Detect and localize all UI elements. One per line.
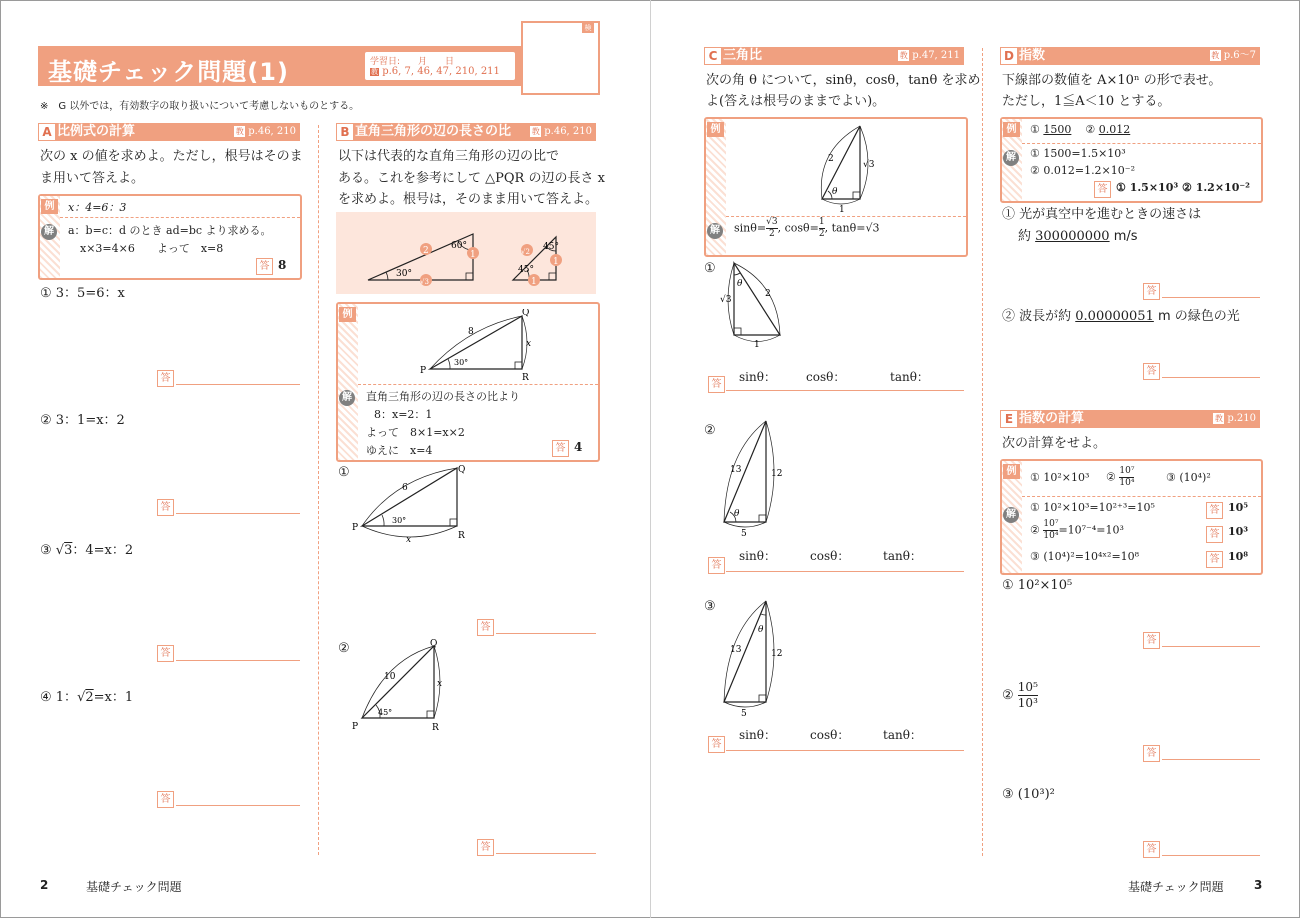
svg-text:x: x (526, 339, 532, 349)
section-b-solution-1: 直角三角形の辺の長さの比より (366, 390, 520, 403)
example-label: 例 (41, 199, 58, 214)
section-c-q2-num: ② (704, 423, 716, 438)
answer-mark: 答 (157, 499, 174, 516)
section-c-q3-sin: sinθ： (739, 728, 776, 742)
section-c-prompt-1: 次の角 θ について，sinθ，cosθ，tanθ を求め (706, 73, 981, 88)
svg-text:x: x (406, 535, 412, 544)
example-separator (358, 384, 598, 385)
answer-line[interactable] (1162, 759, 1260, 760)
section-e-ref: p.210 (1227, 413, 1256, 424)
svg-text:1: 1 (839, 205, 845, 213)
answer-line[interactable] (1162, 297, 1260, 298)
section-a-q3: ③ √3：4=x：2 (40, 543, 134, 558)
svg-text:30°: 30° (454, 358, 469, 367)
section-b-q2-num: ② (338, 641, 350, 656)
solution-label: 解 (1003, 150, 1019, 166)
answer-line[interactable] (1162, 377, 1260, 378)
svg-text:θ: θ (737, 279, 743, 289)
section-c-title: 三角比 (723, 48, 763, 63)
section-e-example-p2: ② $\frac{\text{10⁷}}{\text{10⁴}}$ (1106, 466, 1135, 488)
answer-mark: 答 (1143, 745, 1160, 762)
svg-text:R: R (432, 723, 439, 733)
example-hatch (338, 304, 358, 460)
answer-mark: 答 (1143, 841, 1160, 858)
fig-angle-60: 60° (451, 241, 467, 251)
section-a-ref-tag: 教 (235, 127, 244, 136)
section-c-header (704, 47, 964, 65)
section-e-ref-tag: 教 (1214, 414, 1223, 423)
answer-line[interactable] (496, 633, 596, 634)
section-e-example-p3: ③ (10⁴)² (1166, 471, 1211, 484)
section-d-q1-line-1: ① 光が真空中を進むときの速さは (1002, 207, 1202, 222)
section-b-header (336, 123, 596, 141)
svg-text:13: 13 (730, 465, 742, 475)
section-a-solution-1: a：b=c：d のとき ad=bc より求める。 (68, 224, 272, 237)
section-d-ref-tag: 教 (1211, 51, 1220, 60)
svg-text:√3: √3 (863, 160, 875, 170)
section-a-solution-2: x×3=4×6 よって x=8 (80, 242, 224, 255)
section-b-solution-2: 8：x=2：1 (374, 408, 433, 421)
svg-text:P: P (352, 523, 359, 533)
answer-mark: 答 (1143, 283, 1160, 300)
answer-mark: 答 (157, 370, 174, 387)
solution-label: 解 (707, 223, 723, 239)
solution-label: 解 (1003, 507, 1019, 523)
section-a-q2: ② 3：1=x：2 (40, 413, 125, 428)
fig-label-1b: 1 (553, 257, 559, 267)
section-a-q4: ④ 1：√2=x：1 (40, 690, 134, 705)
answer-mark: 答 (1206, 551, 1223, 568)
section-c-ref-tag: 教 (899, 51, 908, 60)
section-c-q3-tan: tanθ： (883, 728, 922, 742)
section-a-example-box (38, 194, 302, 280)
section-d-header (1000, 47, 1260, 65)
section-b-example-answer: 4 (574, 440, 583, 454)
section-e-solution-3: ③ (10⁴)²=10⁴ˣ²=10⁸ (1030, 550, 1140, 563)
section-b-ref: p.46, 210 (544, 126, 592, 137)
page-title: 基礎チェック問題(1) (48, 58, 289, 86)
study-pages-text: p.6, 7, 46, 47, 210, 211 (382, 66, 500, 77)
study-ref-tag: 教 (371, 68, 378, 76)
section-c-example-box (704, 117, 968, 257)
answer-mark: 答 (1143, 363, 1160, 380)
section-c-letter: C (705, 48, 721, 64)
example-separator (1022, 143, 1261, 144)
svg-text:x: x (437, 679, 443, 689)
section-c-q3-triangle (716, 596, 796, 720)
section-a-example-problem: x：4=6：3 (68, 201, 127, 214)
section-a-title: 比例式の計算 (57, 124, 136, 139)
example-label: 例 (707, 122, 724, 137)
answer-mark: 答 (477, 619, 494, 636)
section-e-solution-2-answer: 10³ (1228, 525, 1249, 538)
answer-line[interactable] (176, 384, 300, 385)
section-b-prompt-1: 以下は代表的な直角三角形の辺の比で (338, 149, 560, 164)
section-d-example-answer-1: ① 1.5×10³ (1116, 181, 1179, 194)
svg-text:12: 12 (771, 469, 783, 479)
section-b-solution-3: よって 8×1=x×2 (366, 426, 465, 439)
section-d-solution-1: ① 1500=1.5×10³ (1030, 147, 1126, 160)
section-d-q1-line-2: 約 300000000 m/s (1018, 229, 1138, 244)
answer-line[interactable] (726, 390, 964, 391)
svg-text:θ: θ (758, 625, 764, 635)
svg-text:√3: √3 (720, 295, 732, 305)
section-a-letter: A (39, 124, 55, 140)
section-e-solution-2: ② $\frac{\text{10⁷}}{\text{10⁴}}$ =10⁷⁻⁴=10³ (1030, 519, 1124, 541)
section-b-q1-triangle (350, 460, 480, 544)
example-label: 例 (339, 307, 356, 322)
section-e-example-p1: ① 10²×10³ (1030, 471, 1090, 484)
note-text: ※ G 以外では，有効数字の取り扱いについて考慮しないものとする。 (40, 101, 360, 112)
section-d-prompt-2: ただし，1≦A＜10 とする。 (1002, 94, 1171, 109)
section-e-solution-1: ① 10²×10³=10²⁺³=10⁵ (1030, 501, 1155, 514)
answer-line[interactable] (176, 660, 300, 661)
answer-mark: 答 (157, 791, 174, 808)
answer-mark: 答 (157, 645, 174, 662)
fig-label-root3: √3 (420, 278, 429, 286)
solution-label: 解 (339, 390, 355, 406)
answer-mark: 答 (1206, 526, 1223, 543)
footer-page-number-left: 2 (40, 878, 49, 892)
section-e-title: 指数の計算 (1019, 411, 1085, 426)
study-pages (370, 66, 500, 77)
fig-angle-45b: 45° (543, 242, 559, 252)
section-c-q3-cos: cosθ： (810, 728, 850, 742)
fig-label-root2: √2 (521, 248, 530, 256)
stamp-tag: 検 (582, 23, 594, 33)
section-a-prompt-2: ま用いて答えよ。 (40, 171, 145, 186)
section-b-example-box (336, 302, 600, 462)
section-d-title: 指数 (1019, 48, 1046, 63)
svg-text:P: P (420, 366, 427, 376)
svg-text:Q: Q (522, 309, 530, 318)
section-d-example-box (1000, 117, 1263, 203)
section-e-prompt: 次の計算をせよ。 (1002, 436, 1107, 451)
svg-text:10: 10 (384, 672, 396, 682)
section-c-q1-num: ① (704, 261, 716, 276)
study-date-label: 学習日: 月 日 (370, 57, 455, 67)
section-d-ref: p.6～7 (1223, 50, 1256, 61)
svg-text:5: 5 (741, 709, 747, 719)
reference-triangles-figure (336, 212, 596, 294)
column-divider (982, 48, 983, 856)
svg-text:13: 13 (730, 645, 742, 655)
answer-mark: 答 (1094, 181, 1111, 198)
section-c-solution: sinθ= $\frac{√3}{2}$ , cosθ= $\frac{1}{2}$ , tanθ=√3 (734, 217, 880, 239)
section-c-q1-triangle (716, 258, 796, 352)
section-e-q3: ③ (10³)² (1002, 787, 1055, 802)
section-a-ref: p.46, 210 (248, 126, 296, 137)
section-b-solution-4: ゆえに x=4 (366, 444, 433, 457)
section-a-prompt-1: 次の x の値を求めよ。ただし，根号はそのま (40, 149, 303, 164)
page-spine (650, 0, 651, 918)
svg-text:5: 5 (741, 529, 747, 539)
section-c-q2-sin: sinθ： (739, 549, 776, 563)
example-label: 例 (1003, 122, 1020, 137)
section-b-title: 直角三角形の辺の長さの比 (355, 124, 512, 139)
answer-mark: 答 (552, 440, 569, 457)
section-c-q3-num: ③ (704, 599, 716, 614)
answer-line[interactable] (726, 750, 964, 751)
section-c-ref: p.47, 211 (912, 50, 960, 61)
solution-label: 解 (41, 224, 57, 240)
section-e-solution-3-answer: 10⁸ (1228, 550, 1249, 563)
section-b-q2-triangle (350, 638, 460, 734)
footer-page-number-right: 3 (1254, 878, 1263, 892)
section-e-solution-1-answer: 10⁵ (1228, 501, 1249, 514)
section-c-q1-cos: cosθ： (806, 370, 846, 384)
section-b-ref-tag: 教 (531, 127, 540, 136)
answer-mark: 答 (708, 736, 725, 753)
svg-text:θ: θ (734, 509, 740, 519)
section-b-q1-num: ① (338, 465, 350, 480)
section-c-q1-sin: sinθ： (739, 370, 776, 384)
answer-line[interactable] (176, 513, 300, 514)
svg-text:θ: θ (832, 187, 838, 197)
section-a-header (38, 123, 300, 141)
svg-text:R: R (458, 531, 465, 541)
svg-text:8: 8 (468, 327, 474, 337)
section-d-letter: D (1001, 48, 1017, 64)
footer-label-left: 基礎チェック問題 (86, 880, 182, 894)
example-separator (1022, 496, 1261, 497)
section-e-q1: ① 10²×10⁵ (1002, 578, 1073, 593)
section-b-letter: B (337, 124, 353, 140)
section-d-example-problem: ① 1500 ② 0.012 (1030, 123, 1131, 136)
svg-text:45°: 45° (378, 708, 393, 717)
section-e-header (1000, 410, 1260, 428)
section-d-example-answer-2: ② 1.2×10⁻² (1182, 181, 1250, 194)
section-a-q1: ① 3：5=6：x (40, 286, 125, 301)
answer-mark: 答 (1206, 502, 1223, 519)
section-d-solution-2: ② 0.012=1.2×10⁻² (1030, 164, 1135, 177)
example-separator (60, 217, 300, 218)
svg-text:6: 6 (402, 483, 408, 493)
section-d-q2: ② 波長が約 0.00000051 m の緑色の光 (1002, 309, 1240, 324)
answer-line[interactable] (1162, 855, 1260, 856)
fig-angle-30: 30° (396, 269, 412, 279)
section-e-q2: ② $\frac{\text{10⁵}}{\text{10³}}$ (1002, 680, 1038, 710)
example-label: 例 (1003, 464, 1020, 479)
answer-mark: 答 (708, 376, 725, 393)
section-c-q2-triangle (716, 416, 796, 540)
section-c-example-triangle (810, 121, 880, 213)
answer-mark: 答 (477, 839, 494, 856)
column-divider (318, 125, 319, 855)
answer-line[interactable] (726, 571, 964, 572)
fig-label-1: 1 (470, 250, 476, 260)
section-b-prompt-2: ある。これを参考にして △PQR の辺の長さ x (338, 171, 605, 186)
answer-mark: 答 (708, 557, 725, 574)
svg-text:2: 2 (828, 154, 834, 164)
answer-mark: 答 (1143, 632, 1160, 649)
section-c-q1-tan: tanθ： (890, 370, 929, 384)
section-e-letter: E (1001, 411, 1017, 427)
svg-text:P: P (352, 722, 359, 732)
answer-mark: 答 (256, 258, 273, 275)
section-d-prompt-1: 下線部の数値を A×10ⁿ の形で表せ。 (1002, 73, 1222, 88)
answer-line[interactable] (496, 853, 596, 854)
fig-label-2: 2 (423, 246, 429, 256)
section-c-q2-tan: tanθ： (883, 549, 922, 563)
section-a-example-answer: 8 (278, 258, 287, 272)
svg-text:1: 1 (754, 340, 760, 350)
section-c-prompt-2: よ(答えは根号のままでよい)。 (706, 94, 886, 109)
section-b-example-triangle (418, 309, 568, 381)
svg-text:12: 12 (771, 649, 783, 659)
footer-label-right: 基礎チェック問題 (1128, 880, 1224, 894)
section-c-q2-cos: cosθ： (810, 549, 850, 563)
svg-text:R: R (522, 373, 529, 381)
answer-line[interactable] (1162, 646, 1260, 647)
section-e-example-box (1000, 459, 1263, 575)
svg-text:2: 2 (765, 289, 771, 299)
svg-text:Q: Q (430, 639, 438, 649)
section-b-prompt-3: を求めよ。根号は，そのまま用いて答えよ。 (338, 192, 599, 207)
svg-text:30°: 30° (392, 516, 407, 525)
answer-line[interactable] (176, 805, 300, 806)
svg-text:Q: Q (458, 465, 466, 475)
fig-angle-45a: 45° (518, 265, 534, 275)
fig-label-1c: 1 (531, 277, 537, 287)
